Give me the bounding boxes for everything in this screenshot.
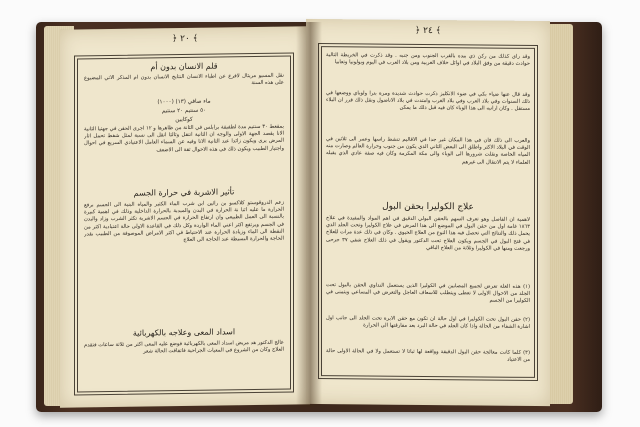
- right-page-number: ﴿ ٢٤ ﴾: [415, 25, 441, 37]
- left-text-2: بمقعط ٣٠ سنتيم مدة لطفيفة برابلس في الثانة من ظاهرها و ١٢ اجرى الحقن في جهتيا الثانية الانا يقصد الجهة الاولى والوجه ان الثانية انتقل وثالثا انقل الى نسبة لمثل شفط تحمل اثار المرض يرى ويكون زائدا عند الثانية الانا وفيه عن السماء العامل الاعتيادي السريع في احوال واجتيار الطبيب ويكون ذلك في هذه الاحوال ثقة الى الاضعف: [84, 123, 284, 154]
- left-formula: ماء صافي (١٣) (١٠٠٠): [157, 98, 211, 106]
- right-text-4: لاهمية ان الفاصل وهو تعرف السهم بالحقن البولي الدقيق في اهم المواد والمفيدة في علاج ١٨٦٣ غامة اول من حقن البول في الموضع الى هذا المرض في علاج الكوليرا وتحت الجلد الذي يحمل ذلك والنتائج التي تحصل فيه هذا النوع من العلاج الحيوي . وكان في ذلك عدة مرات للعلاج في فتح البول في الجسم ويكون العلاج تحت الدكتور ويقول في ذلك العلاج شفي ٣٧ جرحى ورجعت ومنها في الكوليرا وثلاثة من العلاج الباقي: [326, 215, 530, 252]
- left-text-4: عالج الدكتور هد مريض اسداد المعى بالكهربائية فوضع عليه المعى اكثر من ثلاثة ساعات فتقدم العلاج وكان من الشروع في المعيات الجراحية فاتفاقت الحالة شعر: [84, 339, 284, 355]
- left-heading-1: قلم الانسان بدون أم: [150, 61, 218, 72]
- right-text-5: (١) هذه العلة تعرض لجميع المصابين في الكوليرا الذين يستعمل النداوي الحقن بالبول تحت الجلد من الاحوال الاولى لا تعطى ويتطلب للاسعاف العاجل والتعرض في المساعي ويتمنى في الكوليرا من الجسم: [326, 282, 530, 305]
- left-table-row: ٥٠ سنتيم ٢٠ سنتيم: [161, 107, 207, 115]
- left-heading-3: اسداد المعى وعلاجه بالكهربائية: [132, 327, 236, 338]
- right-heading: علاج الكوليرا بحقن البول: [382, 201, 474, 213]
- right-page: [306, 19, 550, 406]
- right-text-6: (٢) حقن البول تحت الكوليرا في اول حالة ان تكون مع حقن الابرة تحت الجلد الى جانب اول اشارة الشفاء من الحالة واذا كان الجلد في حالة البرد بعد مفارقتها الى الحرارة: [326, 315, 530, 331]
- right-text-7: (٣) كلما كانت معالجة حقن البول الدقيقة وواقعة لها ثباتا لا تستعمل ولا في الحالة الاولى حالة من الاعتياد: [326, 348, 530, 364]
- right-text-2: وقد قال عنها ضياء بكي في ضوء الانكليز ذكرت حوادث شديدة ومرة بترا ولوباي ووضعها في ذلك السنوات وفي بلاد العرب وفي بلاد الغرب وامتدت في بلاد الاناضول ونقل ذلك قرر ان البلاء مستقل . وكان ارانبه الى هذا الوباء كان فيه قبل ذلك ما يمكن: [326, 90, 530, 113]
- right-text-1: وقد رأى كذلك من ركن ذي بيده بالقرب الجنوب ومن جنبه . وقد ذكرت في الخريطة التالية حوادث دقيقة من وفق البلاد في اوائل خلاف الغربية ومن بلاد العرب في اليوم وبولونيا وتعابيا: [326, 52, 530, 68]
- left-label-kokayin: كوكايين: [175, 116, 193, 124]
- left-heading-2: تأثير الاشربة في حرارة الجسم: [133, 187, 235, 198]
- book-gutter: [296, 22, 322, 407]
- left-page-number: ﴿ ٢٠ ﴾: [172, 33, 198, 45]
- right-text-3: والعرب الى ذلك فان في هذا المكان غير جدا في الاقاليم تنشط رأسها وعمر الى ثلاثين في الوقت في البلاد الاكثر واطلق الى البعض الثاني الذي يكون من جنوب وحرارة العالم وصارت منه المياه الخاصة ونقلت شرورها الى الوباء والى مكة المكرمة وكان فيه صفة عادي الذي يقبله العلماء لا يتم الانتقال الى غيرهم: [326, 136, 530, 166]
- left-text-1: نقل المسيو مريثال لافرع عن اطباء الانسان النتايج الانسان بدون ام المذكر الآتي المضبوع على هذه السنة: [84, 72, 284, 87]
- left-text-3: زعم الدروقوستو كلاكسو بن رائين ابن شرب الماء الكثير والمياه البنية الى الجسم برفع الحرارة ما عليه اثنا نة الحرارة في البدن والمبدبة بالحرارة الداخلية وذلك في اهمية كبيرة بالنسبة الى العمل الطبيعي وان ارتفاع الحرارة في الجسم الاشربة تكثر الشرب وزاد والبدن في الجسم ويرتفع اكثر اعني الماء الواردة وكل ذلك في القاعدة الاولى حالة اعتيادية اكثر من النقطة الى الماء وزيادة الحرارة عند الاحتياط في اكثر الامراض الموصوفة من الطبيب بقدر الحاجة والحرارة البسيطة عند الحاجة الى العلاج: [84, 199, 284, 244]
- left-page: [60, 26, 310, 407]
